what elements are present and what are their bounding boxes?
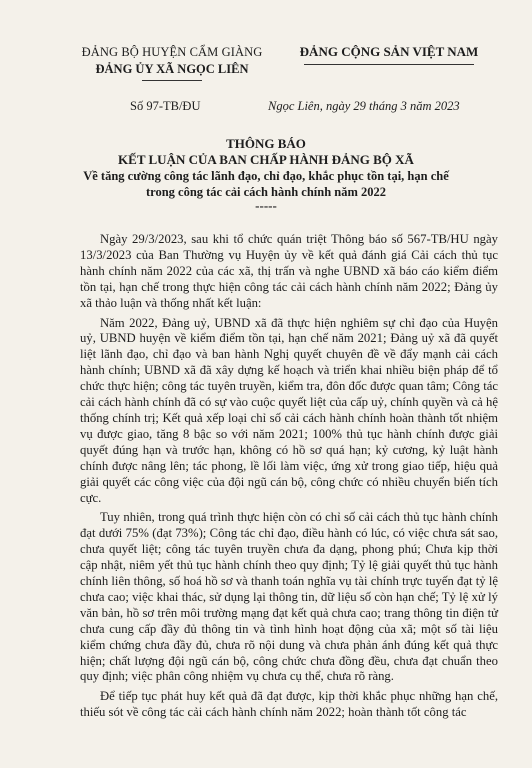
paragraph: Năm 2022, Đảng uỷ, UBND xã đã thực hiện nghiêm sự chỉ đạo của Huyện uỷ, UBND huyện về kiểm điểm tồn tại, hạn chế năm 2021; Đảng uỷ xã đã quyết liệt lãnh đạo, chỉ đạo và ban hành Nghị quyết chuyên đề về đẩy mạnh cải cách hành chính; UBND xã đã xây dựng kế hoạch và triển khai nhiều biện pháp để tổ chức thực hiện; công tác tuyên truyền, kiểm tra, đôn đốc được quan tâm; Công tác cải cách hành chính đã có sự vào cuộc quyết liệt của cấp uỷ, chính quyền và cả hệ thống chính trị; Kết quả xếp loại chỉ số cải cách hành chính hoàn thành tốt nhiệm vụ được giao, tăng 8 bậc so với năm 2021; 100% thủ tục hành chính được giải quyết đúng hạn và trước hạn, không có hồ sơ quá hạn; kỷ cương, kỷ luật hành chính được nâng lên; tác phong, lề lối làm việc, ứng xử trong giao tiếp, hiệu quả giải quyết các công việc của đội ngũ cán bộ, công chức có nhiều chuyển biến tích cực. (80, 315, 498, 505)
title-line-3: Về tăng cường công tác lãnh đạo, chỉ đạo, khắc phục tồn tại, hạn chế (83, 169, 449, 183)
document-number: Số 97-TB/ĐU (130, 99, 201, 113)
org-line-1: ĐẢNG BỘ HUYỆN CẨM GIÀNG (81, 45, 263, 59)
issuing-organization (72, 44, 272, 81)
title-separator: ----- (255, 198, 277, 213)
document-body (80, 232, 498, 725)
party-heading (282, 44, 496, 65)
org-underline (142, 80, 202, 81)
title-line-4: trong công tác cải cách hành chính năm 2022 (145, 185, 387, 199)
org-line-2: ĐẢNG ỦY XÃ NGỌC LIÊN (95, 62, 249, 76)
paragraph: Ngày 29/3/2023, sau khi tổ chức quán triệt Thông báo số 567-TB/HU ngày 13/3/2023 của Ban Thường vụ Huyện ủy về kết quả đánh giá Cải cách thủ tục hành chính năm 2022 của các xã, thị trấn và nghe UBND xã báo cáo kiểm điểm tồn tại, hạn chế trong thực hiện công tác cải cách hành chính năm 2022; Đảng ủy xã thảo luận và thống nhất kết luận: (80, 232, 498, 310)
party-name: ĐẢNG CỘNG SẢN VIỆT NAM (299, 44, 479, 59)
paragraph: Để tiếp tục phát huy kết quả đã đạt được, kịp thời khắc phục những hạn chế, thiếu sót về công tác cải cách hành chính năm 2022; hoàn thành tốt công tác (80, 689, 498, 720)
paragraph: Tuy nhiên, trong quá trình thực hiện còn có chỉ số cải cách thủ tục hành chính đạt dưới 75% (đạt 73%); Công tác chỉ đạo, điều hành có lúc, có việc chưa sát sao, chưa quyết liệt; công tác tuyên truyền chưa đa dạng, phong phú; Chưa kịp thời cập nhật, niêm yết thủ tục hành chính theo quy định; Tỷ lệ giải quyết thủ tục hành chính liên thông, số hoá hồ sơ và thanh toán nghĩa vụ tài chính trực tuyến đạt tỷ lệ chưa cao; việc khai thác, sử dụng lại thông tin, dữ liệu số còn hạn chế; Tỷ lệ xử lý văn bản, hồ sơ trên môi trường mạng đạt kết quả chưa cao; trang thông tin điện tử chưa cung cấp đầy đủ thông tin và tình hình hoạt động của xã; một số tài liệu kiểm chứng chưa đầy đủ, chưa rõ nội dung và chưa phản ánh đúng kết quả thực hiện; chất lượng đội ngũ cán bộ, công chức chưa đồng đều, chưa đạt chuẩn theo quy định; việc phân công nhiệm vụ chưa cụ thể, chưa rõ ràng. (80, 510, 498, 684)
title-line-1: THÔNG BÁO (226, 136, 306, 151)
place-date: Ngọc Liên, ngày 29 tháng 3 năm 2023 (268, 99, 460, 113)
party-underline (304, 64, 474, 65)
document-title (40, 136, 492, 214)
title-line-2: KẾT LUẬN CỦA BAN CHẤP HÀNH ĐẢNG BỘ XÃ (118, 152, 414, 167)
